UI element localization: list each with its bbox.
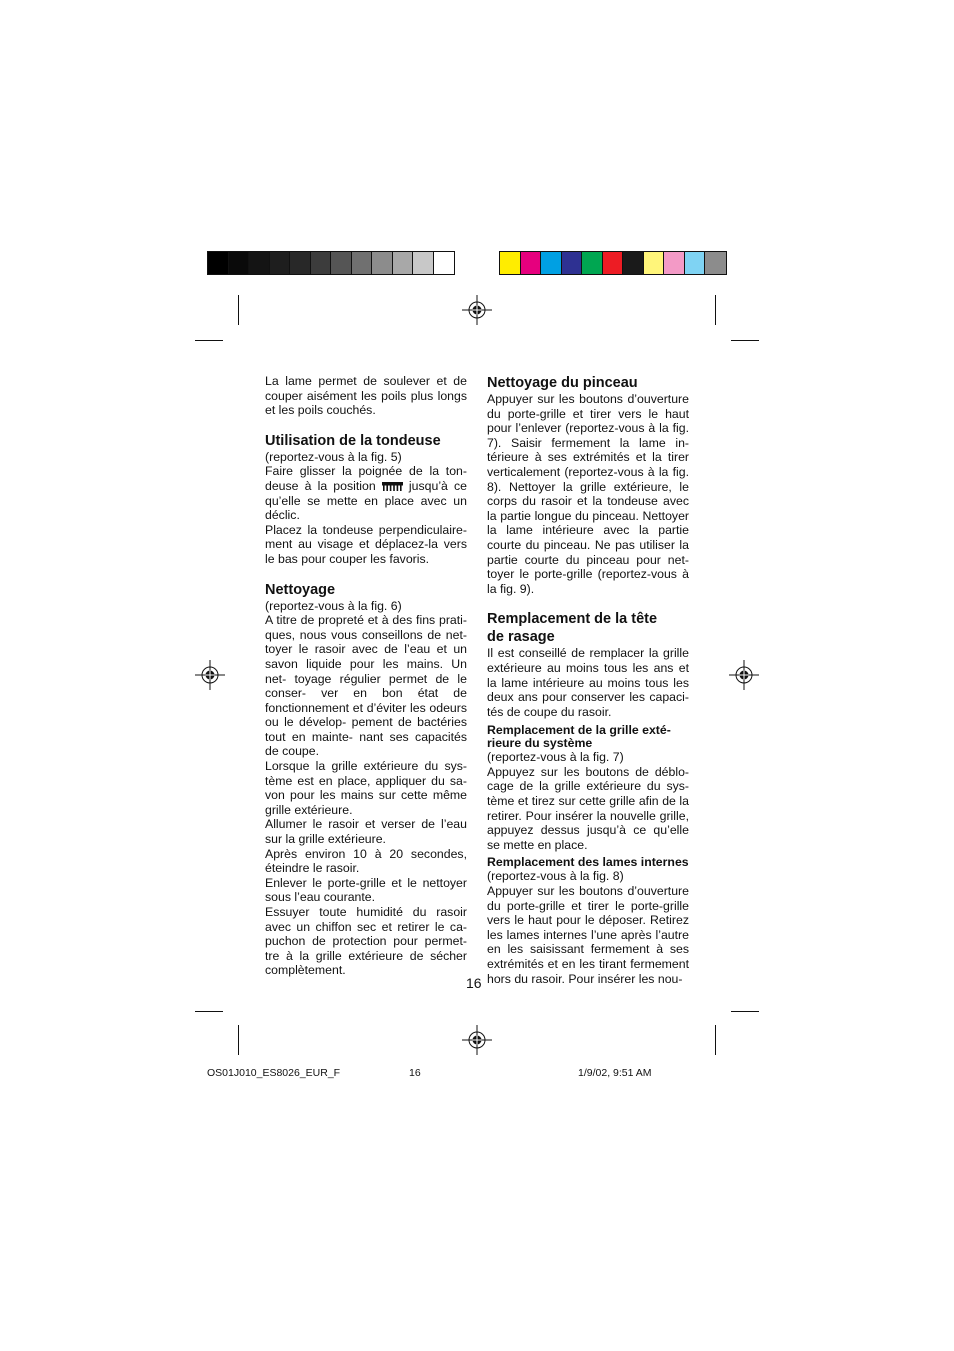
nettoyage-paragraph-2: Lorsque la grille extérieure du sys- tème est en place, appliquer du sa- von pour les mains sur cette même grille extérieure.	[265, 759, 467, 817]
lames-paragraph: Appuyer sur les boutons d’ouverture du porte-grille et tirer le porte-grille vers le haut pour le déposer. Retirez les lames internes l’une après l’autre en les saisissant fermement à ses extrémités et en les tirant fermement hors du rasoir. Pour insérer les nou-	[487, 884, 689, 986]
crop-mark	[238, 295, 239, 325]
left-column	[265, 374, 467, 978]
tondeuse-paragraph-1	[265, 464, 467, 522]
color-swatch	[290, 252, 311, 274]
color-swatch	[500, 252, 521, 274]
registration-mark-icon	[729, 660, 759, 690]
crop-mark	[715, 295, 716, 325]
color-swatch	[644, 252, 665, 274]
tondeuse-ref: (reportez-vous à la fig. 5)	[265, 449, 402, 464]
crop-mark	[731, 340, 759, 341]
nettoyage-ref: (reportez-vous à la fig. 6)	[265, 598, 402, 613]
remplacement-paragraph: Il est conseillé de remplacer la grille extérieure au moins tous les ans et la lame intérieure au moins tous les deux ans pour conserver les capaci- tés de coupe du rasoir.	[487, 646, 689, 719]
crop-mark	[195, 340, 223, 341]
color-swatch	[413, 252, 434, 274]
pinceau-heading: Nettoyage du pinceau	[487, 375, 638, 391]
grille-subheading: Remplacement de la grille exté- rieure du système	[487, 723, 671, 751]
tondeuse-p1-start: Faire glisser la poignée de la ton- deuse à la position	[265, 464, 467, 493]
intro-paragraph: La lame permet de soulever et de couper aisément les poils plus longs et les poils couchés.	[265, 374, 467, 418]
registration-mark-icon	[195, 660, 225, 690]
color-swatch	[685, 252, 706, 274]
crop-mark	[715, 1025, 716, 1055]
page-number: 16	[466, 975, 482, 991]
tondeuse-p1-end: jusqu’à ce qu’elle se mette en place avec un déclic.	[265, 478, 467, 523]
color-swatch	[311, 252, 332, 274]
lames-ref: (reportez-vous à la fig. 8)	[487, 869, 624, 884]
grille-ref: (reportez-vous à la fig. 7)	[487, 750, 624, 765]
lames-subheading: Remplacement des lames internes	[487, 855, 689, 870]
nettoyage-heading: Nettoyage	[265, 581, 336, 598]
footer-date: 1/9/02, 9:51 AM	[578, 1067, 652, 1079]
grille-paragraph: Appuyez sur les boutons de déblo- cage de la grille extérieure du sys- tème et tirez sur cette grille afin de la retirer. Pour insérer la nouvelle grille, appuyez dessus jusqu’à ce qu’elle se mette en place.	[487, 764, 689, 852]
trimmer-position-icon	[382, 482, 403, 491]
crop-mark	[195, 1011, 223, 1012]
color-swatch	[372, 252, 393, 274]
color-swatch	[664, 252, 685, 274]
color-swatch	[603, 252, 624, 274]
color-swatch	[208, 252, 229, 274]
nettoyage-paragraph-5: Enlever le porte-grille et le nettoyer sous l’eau courante.	[265, 875, 467, 905]
remplacement-heading: Remplacement de la tête de rasage	[487, 611, 658, 646]
registration-mark-icon	[462, 295, 492, 325]
color-swatch	[229, 252, 250, 274]
nettoyage-paragraph-3: Allumer le rasoir et verser de l’eau sur la grille extérieure.	[265, 817, 467, 847]
color-swatch	[352, 252, 373, 274]
color-swatch	[249, 252, 270, 274]
grayscale-calibration-bar	[207, 251, 455, 275]
crop-mark	[731, 1011, 759, 1012]
tondeuse-paragraph-2: Placez la tondeuse perpendiculaire- ment au visage et déplacez-la vers le bas pour couper les favoris.	[265, 522, 467, 566]
color-calibration-bar	[499, 251, 727, 275]
nettoyage-paragraph-1: A titre de propreté et à des fins prati- ques, nous vous conseillons de net- toyer le rasoir avec de l’eau et un savon liquide pour les mains. Un net- toyage régulier permet de le conser- ver en bon état de fonctionnement et d’éviter les odeurs ou le dévelop- pement de bactéries tout en mainte- nant ses capacités de coupe.	[265, 613, 467, 759]
pinceau-paragraph: Appuyer sur les boutons d’ouverture du porte-grille et tirer vers le haut pour l’enlever (reportez-vous à la fig. 7). Saisir fermement la lame in- térieure à ses extrémités et la tirer verticalement (reportez-vous à la fig. 8). Nettoyer la grille extérieure, le corps du rasoir et la tondeuse avec la partie longue du pinceau. Nettoyer la lame intérieure avec la partie courte du pinceau. Ne pas utiliser la partie courte du pinceau pour net- toyer le porte-grille (reportez-vous à la fig. 9).	[487, 392, 689, 596]
color-swatch	[331, 252, 352, 274]
nettoyage-paragraph-6: Essuyer toute humidité du rasoir avec un chiffon sec et retirer le ca- puchon de protection pour permet- tre à la grille extérieure de sécher complètement.	[265, 905, 467, 978]
footer-filename: OS01J010_ES8026_EUR_F	[207, 1067, 341, 1079]
right-column	[487, 374, 689, 986]
color-swatch	[270, 252, 291, 274]
color-swatch	[562, 252, 583, 274]
color-swatch	[623, 252, 644, 274]
crop-mark	[238, 1025, 239, 1055]
registration-mark-icon	[462, 1025, 492, 1055]
color-swatch	[393, 252, 414, 274]
color-swatch	[582, 252, 603, 274]
nettoyage-paragraph-4: Après environ 10 à 20 secondes, éteindre le rasoir.	[265, 846, 467, 876]
footer-page: 16	[409, 1067, 421, 1079]
color-swatch	[434, 252, 455, 274]
color-swatch	[705, 252, 726, 274]
color-swatch	[541, 252, 562, 274]
color-swatch	[521, 252, 542, 274]
tondeuse-heading: Utilisation de la tondeuse	[265, 432, 441, 449]
